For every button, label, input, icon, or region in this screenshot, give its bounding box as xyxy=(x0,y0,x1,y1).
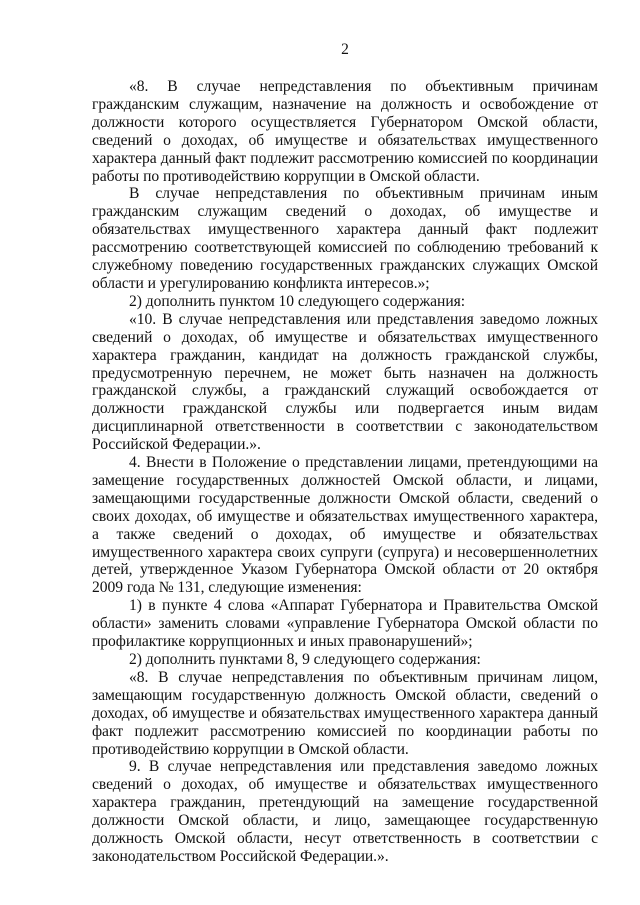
paragraph-item-4: 4. Внести в Положение о представлении лицами, претендующими на замещение государственных должностей Омской области, и лицами, замещающими государственные должности Омской области, сведений о своих доходах, об имуществе и обязательствах имущественного характера, а также сведений о доходах, об имуществе и обязательствах имущественного характера своих супруги (супруга) и несовершеннолетних детей, утвержденное Указом Губернатора Омской области от 20 октября 2009 года № 131, следующие изменения: xyxy=(92,454,598,597)
page-number: 2 xyxy=(341,41,349,58)
paragraph-clause-8-state-positions: «8. В случае непредставления по объективным причинам лицом, замещающим государственную должность Омской области, сведений о доходах, об имуществе и обязательствах имущественного характера данный факт подлежит рассмотрению комиссией по координации работы по противодействию коррупции в Омской области. xyxy=(92,668,598,758)
paragraph-clause-10: «10. В случае непредставления или представления заведомо ложных сведений о доходах, об имуществе и обязательствах имущественного характера гражданин, кандидат на должность гражданской службы, предусмотренную перечнем, не может быть назначен на должность гражданской службы, а гражданский служащий освобождается от должности гражданской службы или подвергается иным видам дисциплинарной ответственности в соответствии с законодательством Российской Федерации.». xyxy=(92,310,598,454)
paragraph-clause-9: 9. В случае непредставления или представления заведомо ложных сведений о доходах, об имуществе и обязательствах имущественного характера гражданин, претендующий на замещение государственной должности Омской области, и лицо, замещающее государственную должность Омской области, несут ответственность в соответствии с законодательством Российской Федерации.». xyxy=(92,758,598,865)
paragraph-item-4-sub-1: 1) в пункте 4 слова «Аппарат Губернатора и Правительства Омской области» заменить словами «управление Губернатора Омской области по профилактике коррупционных и иных правонарушений»; xyxy=(92,597,598,651)
paragraph-clause-8-civil-servants: «8. В случае непредставления по объективным причинам гражданским служащим, назначение на должность и освобождение от должности которого осуществляется Губернатором Омской области, сведений о доходах, об имуществе и обязательствах имущественного характера данный факт подлежит рассмотрению комиссией по координации работы по противодействию коррупции в Омской области. xyxy=(92,78,598,185)
paragraph-other-civil-servants: В случае непредставления по объективным причинам иным гражданским служащим сведений о доходах, об имуществе и обязательствах имущественного характера данный факт подлежит рассмотрению соответствующей комиссией по соблюдению требований к служебному поведению государственных гражданских служащих Омской области и урегулированию конфликта интересов.»; xyxy=(92,185,598,292)
paragraph-item-4-sub-2: 2) дополнить пунктами 8, 9 следующего содержания: xyxy=(129,651,481,668)
paragraph-add-clause-10: 2) дополнить пунктом 10 следующего содержания: xyxy=(129,292,466,310)
